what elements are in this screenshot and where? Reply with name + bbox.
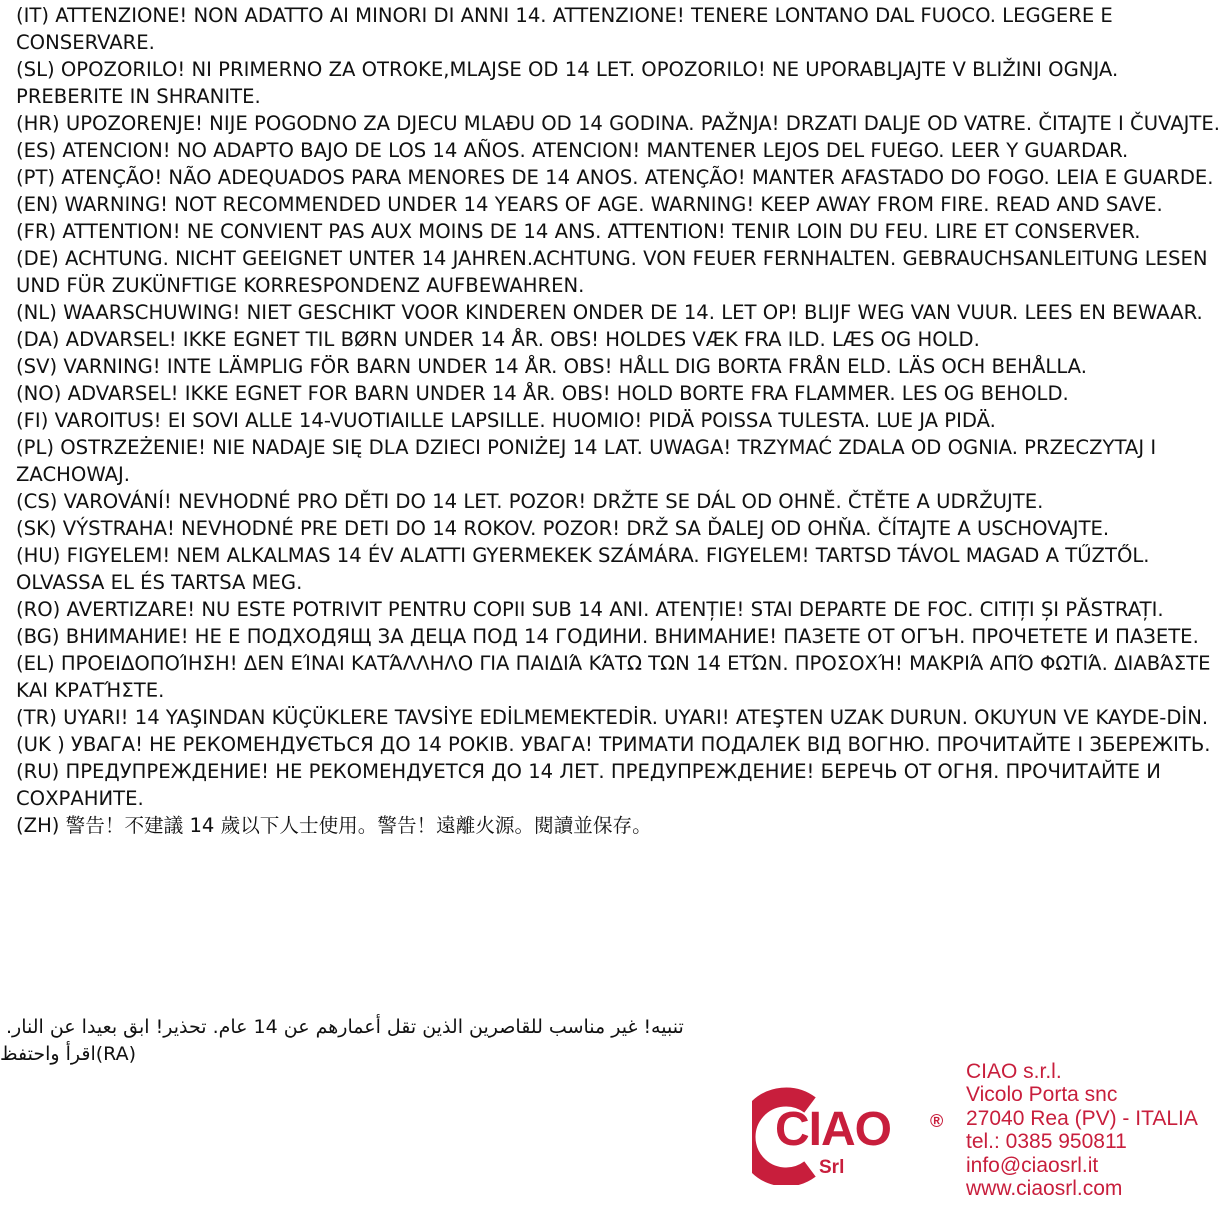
address-street: Vicolo Porta snc [966, 1083, 1118, 1107]
warning-ar-line-1: تنبيه! غير مناسب للقاصرين الذين تقل أعمارهم عن 14 عام. تحذير! ابق بعيدا عن النار. [6, 1016, 684, 1038]
warning-tr: (TR) UYARI! 14 YAŞINDAN KÜÇÜKLERE TAVSİYE EDİLMEMEKTEDİR. UYARI! ATEŞTEN UZAK DURUN. OKUYUN VE KAYDE-DİN. [16, 706, 1209, 729]
warning-hr: (HR) UPOZORENJE! NIJE POGODNO ZA DJECU MLAĐU OD 14 GODINA. PAŽNJA! DRZATI DALJE OD VATRE. ČITAJTE I ČUVAJTE. [16, 112, 1220, 135]
warning-hu: (HU) FIGYELEM! NEM ALKALMAS 14 ÉV ALATTI GYERMEKEK SZÁMÁRA. FIGYELEM! TARTSD TÁVOL MAGAD A TŰZTŐL. OLVASSA EL ÉS TARTSA MEG. [16, 544, 1150, 594]
warning-en: (EN) WARNING! NOT RECOMMENDED UNDER 14 YEARS OF AGE. WARNING! KEEP AWAY FROM FIRE. READ AND SAVE. [16, 193, 1163, 216]
warning-it: (IT) ATTENZIONE! NON ADATTO AI MINORI DI ANNI 14. ATTENZIONE! TENERE LONTANO DAL FUOCO. LEGGERE E CONSERVARE. [16, 4, 1113, 54]
email-address: info@ciaosrl.it [966, 1153, 1099, 1177]
warning-ar-line-2: اقرأ واحتفظ(RA) [0, 1043, 137, 1065]
warning-fi: (FI) VAROITUS! EI SOVI ALLE 14-VUOTIAILLE LAPSILLE. HUOMIO! PIDÄ POISSA TULESTA. LUE JA PIDÄ. [16, 409, 996, 432]
warning-es: (ES) ATENCION! NO ADAPTO BAJO DE LOS 14 AÑOS. ATENCION! MANTENER LEJOS DEL FUEGO. LEER Y GUARDAR. [16, 139, 1129, 162]
warning-ru: (RU) ПРЕДУПРЕЖДЕНИЕ! НЕ РЕКОМЕНДУЕТСЯ ДО 14 ЛЕТ. ПРЕДУПРЕЖДЕНИЕ! БЕРЕЧЬ ОТ ОГНЯ. ПРОЧИТАЙТЕ И СОХРАНИТЕ. [16, 760, 1161, 810]
website-url: www.ciaosrl.com [966, 1177, 1123, 1201]
ciao-logo [752, 1085, 948, 1185]
warning-uk: (UK ) УВАГА! НЕ РЕКОМЕНДУЄТЬСЯ ДО 14 РОКІВ. УВАГА! ТРИМАТИ ПОДАЛЕК ВІД ВОГНЮ. ПРОЧИТАЙТЕ І ЗБЕРЕЖІТЬ. [16, 733, 1211, 756]
warning-bg: (BG) ВНИМАНИЕ! НЕ Е ПОДХОДЯЩ ЗА ДЕЦА ПОД 14 ГОДИНИ. ВНИМАНИЕ! ПАЗЕТЕ ОТ ОГЪН. ПРОЧЕТЕТЕ И ПАЗЕТЕ. [16, 625, 1199, 648]
logo-wordmark: CIAO [775, 1103, 891, 1156]
warnings-list [16, 2, 1221, 839]
address-city: 27040 Rea (PV) - ITALIA [966, 1106, 1198, 1130]
warning-ro: (RO) AVERTIZARE! NU ESTE POTRIVIT PENTRU COPII SUB 14 ANI. ATENȚIE! STAI DEPARTE DE FOC. CITIȚI ȘI PĂSTRAȚI. [16, 598, 1164, 621]
warning-cs: (CS) VAROVÁNÍ! NEVHODNÉ PRO DĚTI DO 14 LET. POZOR! DRŽTE SE DÁL OD OHNĚ. ČTĚTE A UDRŽUJTE. [16, 490, 1044, 513]
warning-da: (DA) ADVARSEL! IKKE EGNET TIL BØRN UNDER 14 ÅR. OBS! HOLDES VÆK FRA ILD. LÆS OG HOLD. [16, 328, 980, 351]
logo-srl: Srl [819, 1157, 845, 1178]
warning-pt: (PT) ATENÇÃO! NÃO ADEQUADOS PARA MENORES DE 14 ANOS. ATENÇÃO! MANTER AFASTADO DO FOGO. LEIA E GUARDE. [16, 166, 1214, 189]
warning-sl: (SL) OPOZORILO! NI PRIMERNO ZA OTROKE,MLAJSE OD 14 LET. OPOZORILO! NE UPORABLJAJTE V BLIŽINI OGNJA. PREBERITE IN SHRANITE. [16, 58, 1119, 108]
warning-fr: (FR) ATTENTION! NE CONVIENT PAS AUX MOINS DE 14 ANS. ATTENTION! TENIR LOIN DU FEU. LIRE ET CONSERVER. [16, 220, 1141, 243]
registered-mark: ® [930, 1111, 944, 1131]
warning-pl: (PL) OSTRZEŻENIE! NIE NADAJE SIĘ DLA DZIECI PONIŻEJ 14 LAT. UWAGA! TRZYMAĆ ZDALA OD OGNIA. PRZECZYTAJ I ZACHOWAJ. [16, 436, 1157, 486]
phone-number: tel.: 0385 950811 [966, 1130, 1127, 1154]
warning-no: (NO) ADVARSEL! IKKE EGNET FOR BARN UNDER 14 ÅR. OBS! HOLD BORTE FRA FLAMMER. LES OG BEHOLD. [16, 382, 1069, 405]
warning-sk: (SK) VÝSTRAHA! NEVHODNÉ PRE DETI DO 14 ROKOV. POZOR! DRŽ SA ĎALEJ OD OHŇA. ČÍTAJTE A USCHOVAJTE. [16, 517, 1110, 540]
warning-zh: (ZH) 警告！不建議 14 歲以下人士使用。警告！遠離火源。閱讀並保存。 [16, 814, 652, 837]
company-name: CIAO s.r.l. [966, 1060, 1062, 1083]
contact-block [966, 1060, 1198, 1200]
warning-el: (EL) ΠΡΟΕΙΔΟΠΟΊΗΣΗ! ΔΕΝ ΕΊΝΑΙ ΚΑΤΆΛΛΗΛΟ ΓΙΑ ΠΑΙΔΙΆ ΚΆΤΩ ΤΩΝ 14 ΕΤΏΝ. ΠΡΟΣΟΧΉ! ΜΑΚΡΙΆ ΑΠΌ ΦΩΤΙΆ. ΔΙΑΒΆΣΤΕ ΚΑΙ ΚΡΑΤΉΣΤΕ. [16, 652, 1211, 702]
warning-de: (DE) ACHTUNG. NICHT GEEIGNET UNTER 14 JAHREN.ACHTUNG. VON FEUER FERNHALTEN. GEBRAUCHSANLEITUNG LESEN UND FÜR ZUKÜNFTIGE KORRESPONDENZ AUFBEWAHREN. [16, 247, 1208, 297]
warning-sv: (SV) VARNING! INTE LÄMPLIG FÖR BARN UNDER 14 ÅR. OBS! HÅLL DIG BORTA FRÅN ELD. LÄS OCH BEHÅLLA. [16, 355, 1087, 378]
warning-nl: (NL) WAARSCHUWING! NIET GESCHIKT VOOR KINDEREN ONDER DE 14. LET OP! BLIJF WEG VAN VUUR. LEES EN BEWAAR. [16, 301, 1203, 324]
